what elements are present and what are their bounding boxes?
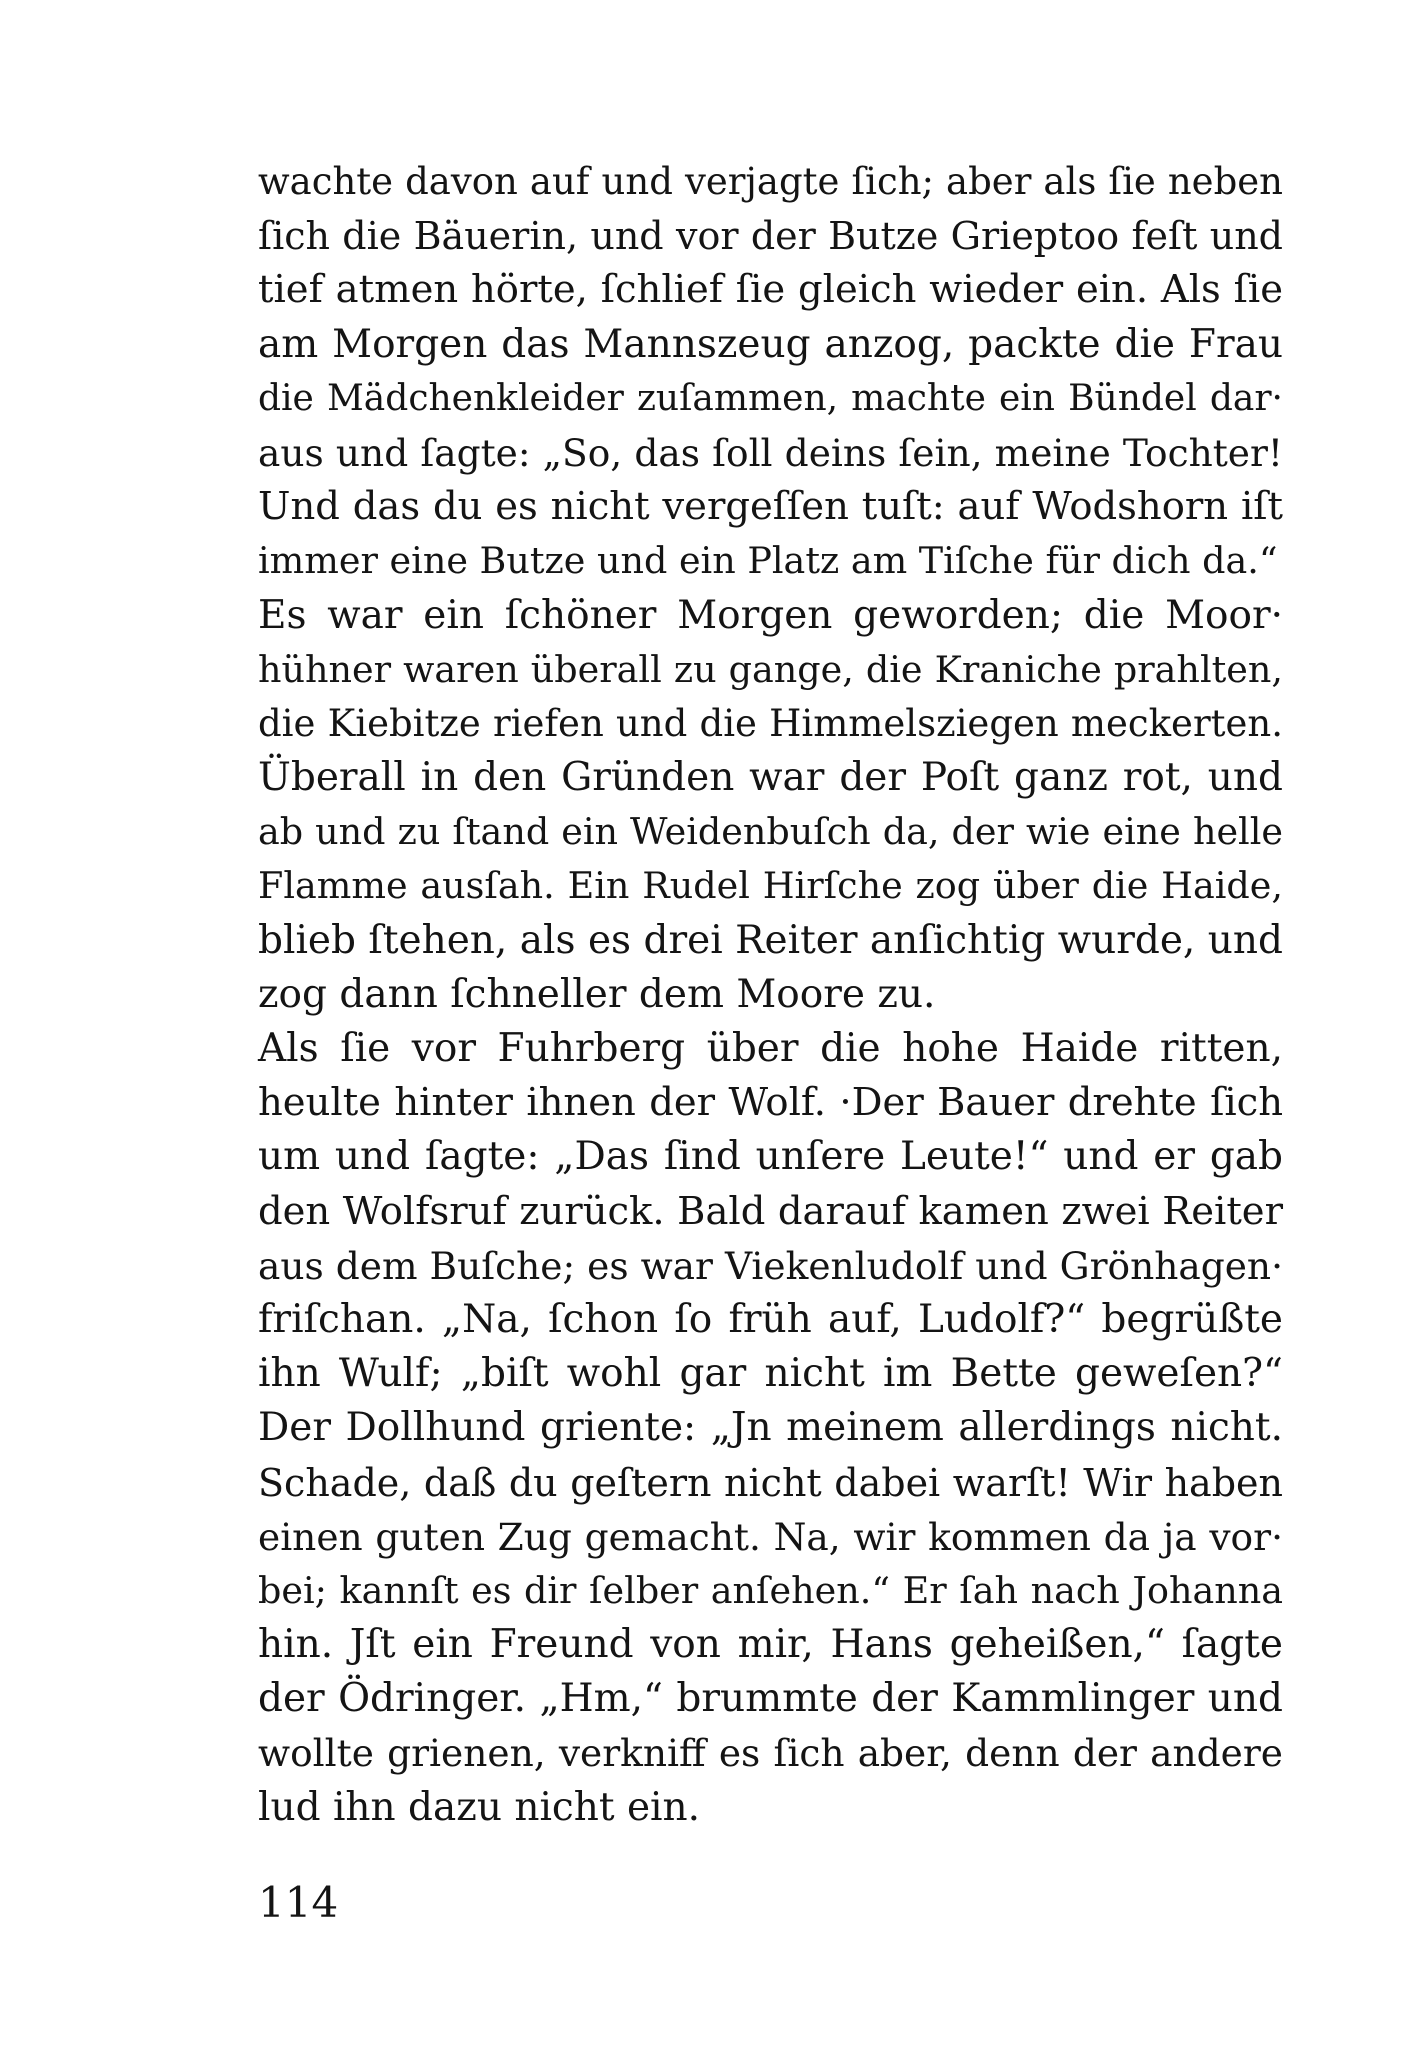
text-line: die Kiebitze riefen und die Himmelsziegen meckerten.	[258, 701, 1283, 745]
text-line: hin. Jſt ein Freund von mir, Hans geheißen,“ ſagte	[258, 1622, 1283, 1668]
text-line: immer eine Butze und ein Platz am Tiſche für dich da.“	[258, 539, 1278, 583]
text-line: einen guten Zug gemacht. Na, wir kommen da ja vor·	[258, 1514, 1283, 1559]
text-line: zog dann ſchneller dem Moore zu.	[258, 971, 936, 1017]
text-line: den Wolfsruf zurück. Bald darauf kamen zwei Reiter	[258, 1188, 1283, 1234]
text-line: ihn Wulf; „biſt wohl gar nicht im Bette geweſen?“	[258, 1351, 1283, 1397]
body-text	[258, 155, 1283, 1835]
page-number: 114	[258, 1878, 339, 1927]
text-line: aus und ſagte: „So, das ſoll deins ſein, meine Tochter!	[258, 430, 1283, 475]
text-line: hühner waren überall zu gange, die Kraniche prahlten,	[258, 647, 1283, 691]
text-line: bei; kannſt es dir ſelber anſehen.“ Er ſah nach Johanna	[258, 1568, 1283, 1612]
text-line: der Ödringer. „Hm,“ brummte der Kammlinger und	[258, 1676, 1283, 1722]
text-line: Überall in den Gründen war der Poſt ganz rot, und	[258, 755, 1283, 801]
text-line: Und das du es nicht vergeſſen tuſt: auf Wodshorn iſt	[258, 484, 1283, 530]
text-line: wollte grienen, verkniff es ſich aber, denn der andere	[258, 1731, 1283, 1776]
text-line: ab und zu ſtand ein Weidenbuſch da, der wie eine helle	[258, 810, 1283, 854]
text-line: die Mädchenkleider zuſammen, machte ein Bündel dar·	[258, 377, 1283, 419]
text-line: am Morgen das Mannszeug anzog, packte die Frau	[258, 321, 1283, 367]
text-line: Der Dollhund griente: „Jn meinem allerdings nicht.	[258, 1405, 1283, 1451]
text-line: heulte hinter ihnen der Wolf. ·Der Bauer drehte ſich	[258, 1080, 1283, 1126]
text-line: aus dem Buſche; es war Viekenludolf und Grönhagen·	[258, 1243, 1283, 1288]
text-line: Es war ein ſchöner Morgen geworden; die Moor·	[258, 592, 1283, 638]
text-line: tief atmen hörte, ſchlief ſie gleich wieder ein. Als ſie	[258, 267, 1283, 313]
text-line: ſich die Bäuerin, und vor der Butze Grieptoo feſt und	[258, 214, 1283, 259]
text-line: um und ſagte: „Das ſind unſere Leute!“ und er gab	[258, 1134, 1283, 1180]
text-line: lud ihn dazu nicht ein.	[258, 1784, 701, 1830]
text-line: Als ſie vor Fuhrberg über die hohe Haide ritten,	[258, 1026, 1283, 1071]
text-line: Schade, daß du geſtern nicht dabei warſt! Wir haben	[258, 1460, 1283, 1505]
text-line: blieb ſtehen, als es drei Reiter anſichtig wurde, und	[258, 917, 1283, 963]
text-line: friſchan. „Na, ſchon ſo früh auf, Ludolf?“ begrüßte	[258, 1296, 1283, 1342]
text-line: Flamme ausſah. Ein Rudel Hirſche zog über die Haide,	[258, 864, 1283, 908]
text-line: wachte davon auf und verjagte ſich; aber als ſie neben	[258, 160, 1283, 203]
